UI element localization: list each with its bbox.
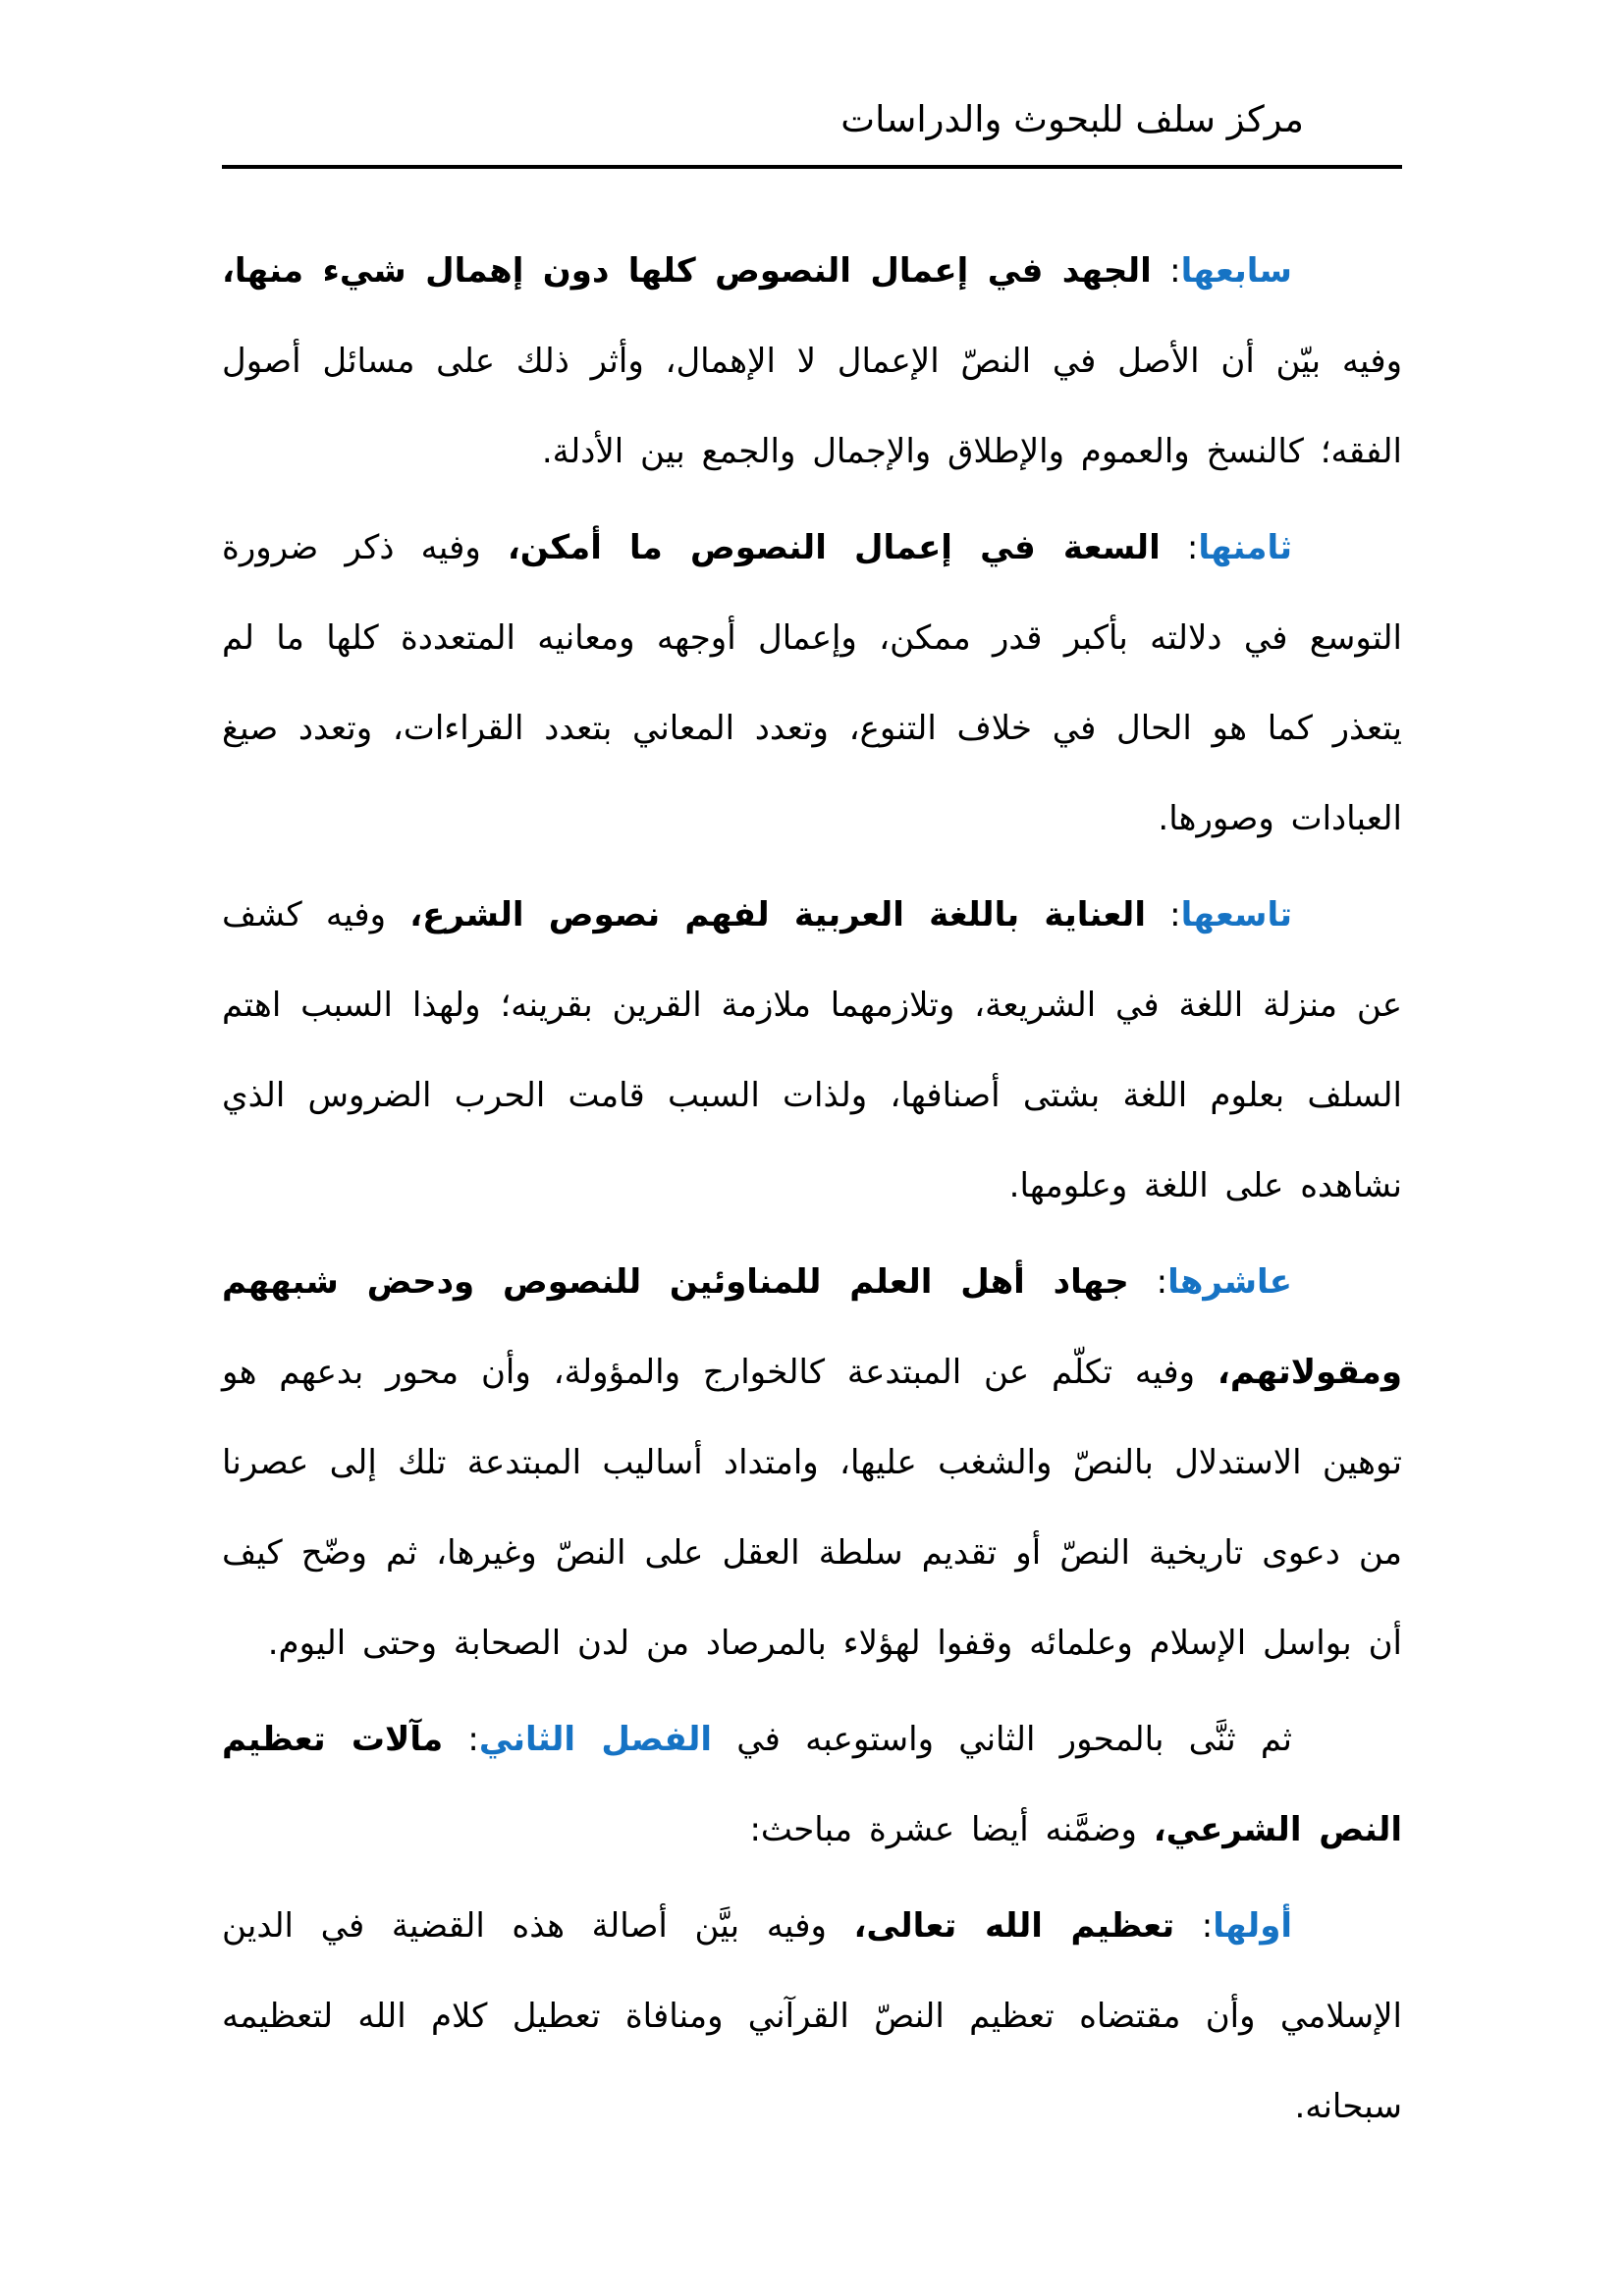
header-title: مركز سلف للبحوث والدراسات	[840, 98, 1304, 140]
text-run: :	[1128, 1262, 1168, 1303]
text-run: وفيه بيّن أن الأصل في النصّ الإعمال لا الإهمال، وأثر ذلك على مسائل أصول الفقه؛ كالنسخ والعموم والإطلاق والإجمال والجمع بين الأدلة.	[205, 251, 1402, 472]
text-run: وفيه ذكر ضرورة التوسع في دلالته بأكبر قدر ممكن، وإعمال أوجهه ومعانيه المتعددة كلها ما لم يتعذر كما هو الحال في خلاف التنوع، وتعدد المعاني بتعدد القراءات، وتعدد صيغ العبادات وصورها.	[205, 528, 1402, 839]
text-run: :	[1174, 1906, 1214, 1947]
bold-run: مآلات تعظيم النص الشرعي،	[204, 1720, 1402, 1850]
lead-word: أولها	[1213, 1906, 1292, 1947]
text-run: وفيه بيَّن أصالة هذه القضية في الدين الإسلامي وأن مقتضاه تعظيم النصّ القرآني ومنافاة تعطيل كلام الله لتعظيمه سبحانه.	[205, 1906, 1402, 2127]
paragraph-1	[205, 226, 1402, 497]
lead-word: الفصل الثاني	[478, 1720, 713, 1760]
text-run: :	[1151, 251, 1181, 292]
bold-run: العناية باللغة العربية لفهم نصوص الشرع،	[409, 895, 1146, 935]
lead-word: عاشرها	[1167, 1262, 1292, 1303]
paragraph-5	[204, 1694, 1402, 1875]
paragraph-6	[205, 1881, 1402, 2152]
lead-word: سابعها	[1180, 251, 1292, 292]
header-rule	[222, 165, 1402, 169]
page-header	[222, 0, 1402, 169]
text-run: وضمَّنه أيضا عشرة مباحث:	[749, 1810, 1154, 1850]
text-run: وفيه كشف عن منزلة اللغة في الشريعة، وتلازمهما ملازمة القرين بقرينه؛ ولهذا السبب اهتم السلف بعلوم اللغة بشتى أصنافها، ولذات السبب قامت الحرب الضروس الذي نشاهده على اللغة وعلومها.	[205, 895, 1402, 1206]
text-run: :	[1145, 895, 1181, 935]
text-run: :	[1160, 528, 1199, 568]
bold-run: الجهد في إعمال النصوص كلها دون إهمال شيء منها،	[222, 251, 1152, 292]
paragraph-3	[205, 870, 1402, 1231]
text-run: وفيه تكلّم عن المبتدعة كالخوارج والمؤولة، وأن محور بدعهم هو توهين الاستدلال بالنصّ والشغب عليها، وامتداد أساليب المبتدعة تلك إلى عصرنا من دعوى تاريخية النصّ أو تقديم سلطة العقل على النصّ وغيرها، ثم وضّح كيف أن بواسل الإسلام وعلمائه وقفوا لهؤلاء بالمرصاد من لدن الصحابة وحتى اليوم.	[205, 1353, 1402, 1664]
lead-word: تاسعها	[1180, 895, 1292, 935]
bold-run: السعة في إعمال النصوص ما أمكن،	[507, 528, 1161, 568]
bold-run: تعظيم الله تعالى،	[853, 1906, 1175, 1947]
bold-run: جهاد أهل العلم للمناوئين للنصوص ودحض شبههم ومقولاتهم،	[204, 1262, 1402, 1393]
paragraph-2	[205, 503, 1402, 864]
document-body	[204, 226, 1402, 2152]
lead-word: ثامنها	[1198, 528, 1292, 568]
text-run: :	[443, 1720, 479, 1760]
text-run: ثم ثنَّى بالمحور الثاني واستوعبه في	[712, 1720, 1293, 1760]
paragraph-4	[204, 1237, 1402, 1688]
